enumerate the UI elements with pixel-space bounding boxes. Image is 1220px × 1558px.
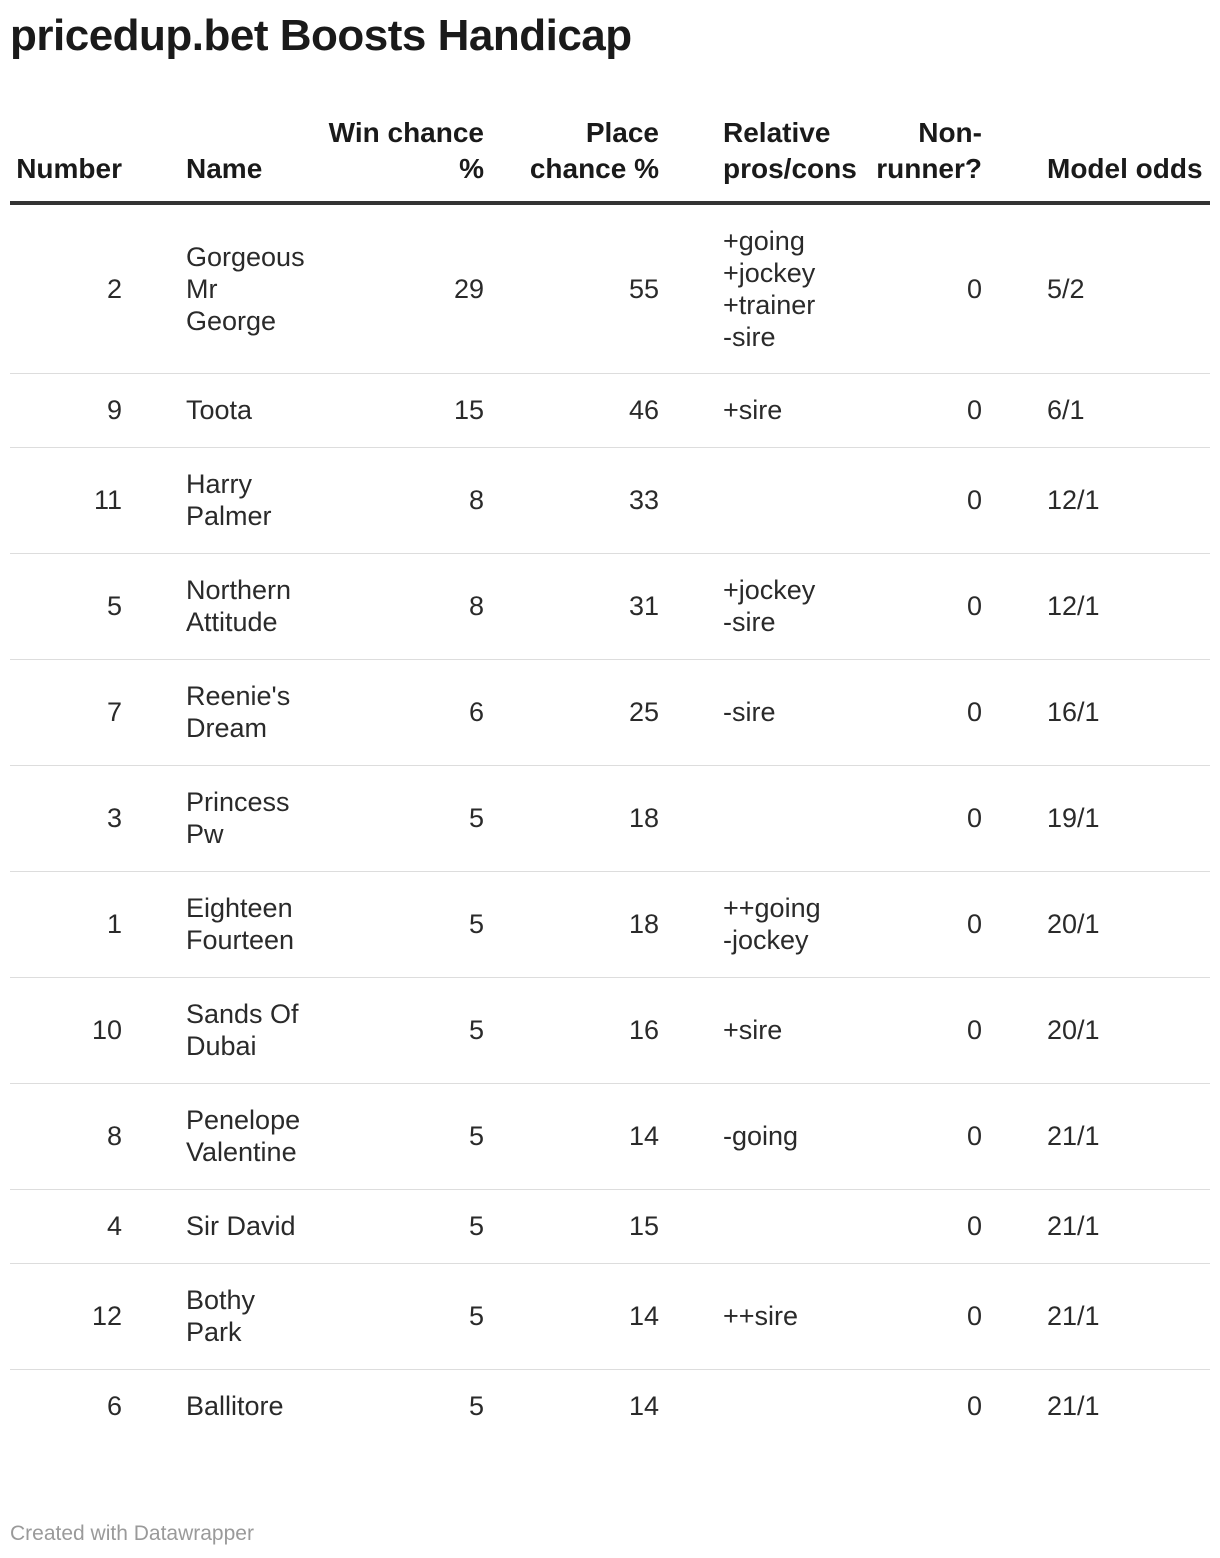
relative-factor: ++sire xyxy=(723,1301,799,1331)
cell-name: Toota xyxy=(122,373,306,447)
cell-win-chance: 29 xyxy=(306,203,484,373)
table-row xyxy=(10,447,1210,553)
cell-place-chance: 15 xyxy=(484,1189,659,1263)
cell-place-chance: 18 xyxy=(484,765,659,871)
cell-model-odds: 21/1 xyxy=(982,1083,1210,1189)
cell-place-chance: 46 xyxy=(484,373,659,447)
cell-non-runner: 0 xyxy=(867,1083,982,1189)
page-title: pricedup.bet Boosts Handicap xyxy=(10,11,632,60)
attribution-footer: Created with Datawrapper xyxy=(10,1522,254,1545)
cell-model-odds: 12/1 xyxy=(982,553,1210,659)
cell-model-odds: 21/1 xyxy=(982,1263,1210,1369)
cell-number: 12 xyxy=(10,1263,122,1369)
cell-number: 4 xyxy=(10,1189,122,1263)
cell-model-odds: 16/1 xyxy=(982,659,1210,765)
cell-name: Penelope Valentine xyxy=(122,1083,306,1189)
cell-number: 6 xyxy=(106,1391,122,1422)
cell-win-chance: 8 xyxy=(306,553,484,659)
cell-non-runner: 0 xyxy=(867,553,982,659)
cell-non-runner: 0 xyxy=(867,1189,982,1263)
cell-place-chance: 16 xyxy=(484,977,659,1083)
relative-factor: +sire xyxy=(723,1015,783,1045)
cell-non-runner: 0 xyxy=(867,765,982,871)
cell-non-runner: 0 xyxy=(867,1263,982,1369)
cell-number: 7 xyxy=(10,659,122,765)
cell-model-odds: 12/1 xyxy=(982,447,1210,553)
cell-model-odds: 6/1 xyxy=(982,373,1210,447)
header-number[interactable]: Number xyxy=(10,115,122,203)
relative-factor: +sire xyxy=(723,395,783,425)
header-name[interactable]: Name xyxy=(122,115,306,203)
cell-place-chance: 14 xyxy=(484,1263,659,1369)
cell-relative-pros-cons xyxy=(659,659,867,765)
cell-name: Northern Attitude xyxy=(122,553,306,659)
cell-place-chance: 31 xyxy=(484,553,659,659)
relative-factor: +jockey xyxy=(723,575,816,605)
header-row xyxy=(10,115,1210,203)
cell-win-chance: 5 xyxy=(306,871,484,977)
cell-relative-pros-cons xyxy=(659,765,867,871)
cell-relative-pros-cons xyxy=(659,1263,867,1369)
table-row xyxy=(10,871,1210,977)
cell-win-chance: 5 xyxy=(306,765,484,871)
relative-factor: -jockey xyxy=(723,925,809,955)
relative-factor: ++going xyxy=(723,893,821,923)
cell-non-runner: 0 xyxy=(867,977,982,1083)
cell-name: Gorgeous Mr George xyxy=(122,203,306,373)
table-row xyxy=(10,765,1210,871)
cell-name: Sands Of Dubai xyxy=(122,977,306,1083)
cell-win-chance: 5 xyxy=(306,977,484,1083)
cell-place-chance: 33 xyxy=(484,447,659,553)
cell-win-chance: 5 xyxy=(306,1083,484,1189)
cell-non-runner: 0 xyxy=(867,659,982,765)
cell-model-odds: 20/1 xyxy=(982,871,1210,977)
cell-relative-pros-cons xyxy=(659,977,867,1083)
cell-win-chance: 5 xyxy=(306,1263,484,1369)
table-row xyxy=(10,203,1210,373)
race-table xyxy=(10,115,1210,1443)
header-relative-pros-cons[interactable]: Relative pros/cons xyxy=(659,115,867,203)
cell-win-chance: 5 xyxy=(306,1189,484,1263)
cell-non-runner: 0 xyxy=(867,447,982,553)
cell-name: Ballitore xyxy=(186,1391,284,1422)
relative-factor: -sire xyxy=(723,697,776,727)
cell-name: Reenie's Dream xyxy=(122,659,306,765)
relative-factor: +trainer xyxy=(723,289,816,320)
table-body xyxy=(10,203,1210,1443)
cell-place-chance: 18 xyxy=(484,871,659,977)
cell-name: Bothy Park xyxy=(122,1263,306,1369)
cell-model-odds: 21/1 xyxy=(982,1189,1210,1263)
cell-name: Harry Palmer xyxy=(122,447,306,553)
cell-number: 3 xyxy=(10,765,122,871)
cell-win-chance: 5 xyxy=(468,1391,484,1422)
cell-model-odds: 21/1 xyxy=(1047,1391,1100,1422)
cell-non-runner: 0 xyxy=(867,871,982,977)
cell-win-chance: 6 xyxy=(306,659,484,765)
table-row xyxy=(10,977,1210,1083)
cell-win-chance: 8 xyxy=(306,447,484,553)
cell-number: 11 xyxy=(10,447,122,553)
cell-win-chance: 15 xyxy=(306,373,484,447)
cell-relative-pros-cons xyxy=(659,1369,867,1443)
header-non-runner[interactable]: Non-runner? xyxy=(867,115,982,203)
header-model-odds[interactable]: Model odds xyxy=(982,115,1210,203)
table-row xyxy=(10,1369,1210,1443)
cell-relative-pros-cons xyxy=(659,1083,867,1189)
table-row xyxy=(10,1263,1210,1369)
relative-factor: -sire xyxy=(723,321,776,352)
table-row xyxy=(10,373,1210,447)
cell-name: Sir David xyxy=(122,1189,306,1263)
cell-relative-pros-cons xyxy=(659,871,867,977)
cell-place-chance: 14 xyxy=(484,1083,659,1189)
cell-number: 10 xyxy=(10,977,122,1083)
cell-relative-pros-cons xyxy=(659,553,867,659)
cell-model-odds: 19/1 xyxy=(982,765,1210,871)
cell-name: Princess Pw xyxy=(122,765,306,871)
cell-model-odds: 5/2 xyxy=(982,203,1210,373)
relative-factor: -sire xyxy=(723,607,776,637)
table-row xyxy=(10,1083,1210,1189)
cell-non-runner: 0 xyxy=(867,373,982,447)
table-row xyxy=(10,659,1210,765)
cell-number: 5 xyxy=(10,553,122,659)
relative-factor: +jockey xyxy=(723,257,816,288)
cell-number: 1 xyxy=(10,871,122,977)
cell-number: 2 xyxy=(10,203,122,373)
header-win-chance[interactable]: Win chance % xyxy=(306,115,484,203)
relative-factor: -going xyxy=(723,1121,799,1151)
table-row xyxy=(10,553,1210,659)
cell-place-chance: 55 xyxy=(484,203,659,373)
cell-relative-pros-cons xyxy=(659,1189,867,1263)
relative-factor: +going xyxy=(723,225,805,256)
header-place-chance[interactable]: Place chance % xyxy=(484,115,659,203)
table-row xyxy=(10,1189,1210,1263)
cell-number: 9 xyxy=(10,373,122,447)
cell-model-odds: 20/1 xyxy=(982,977,1210,1083)
table-header xyxy=(10,115,1210,203)
cell-name: Eighteen Fourteen xyxy=(122,871,306,977)
cell-number: 8 xyxy=(10,1083,122,1189)
cell-relative-pros-cons xyxy=(659,203,867,373)
cell-place-chance: 14 xyxy=(628,1391,659,1422)
cell-non-runner: 0 xyxy=(867,203,982,373)
cell-relative-pros-cons xyxy=(659,447,867,553)
cell-place-chance: 25 xyxy=(484,659,659,765)
cell-non-runner: 0 xyxy=(966,1391,982,1422)
cell-relative-pros-cons xyxy=(659,373,867,447)
